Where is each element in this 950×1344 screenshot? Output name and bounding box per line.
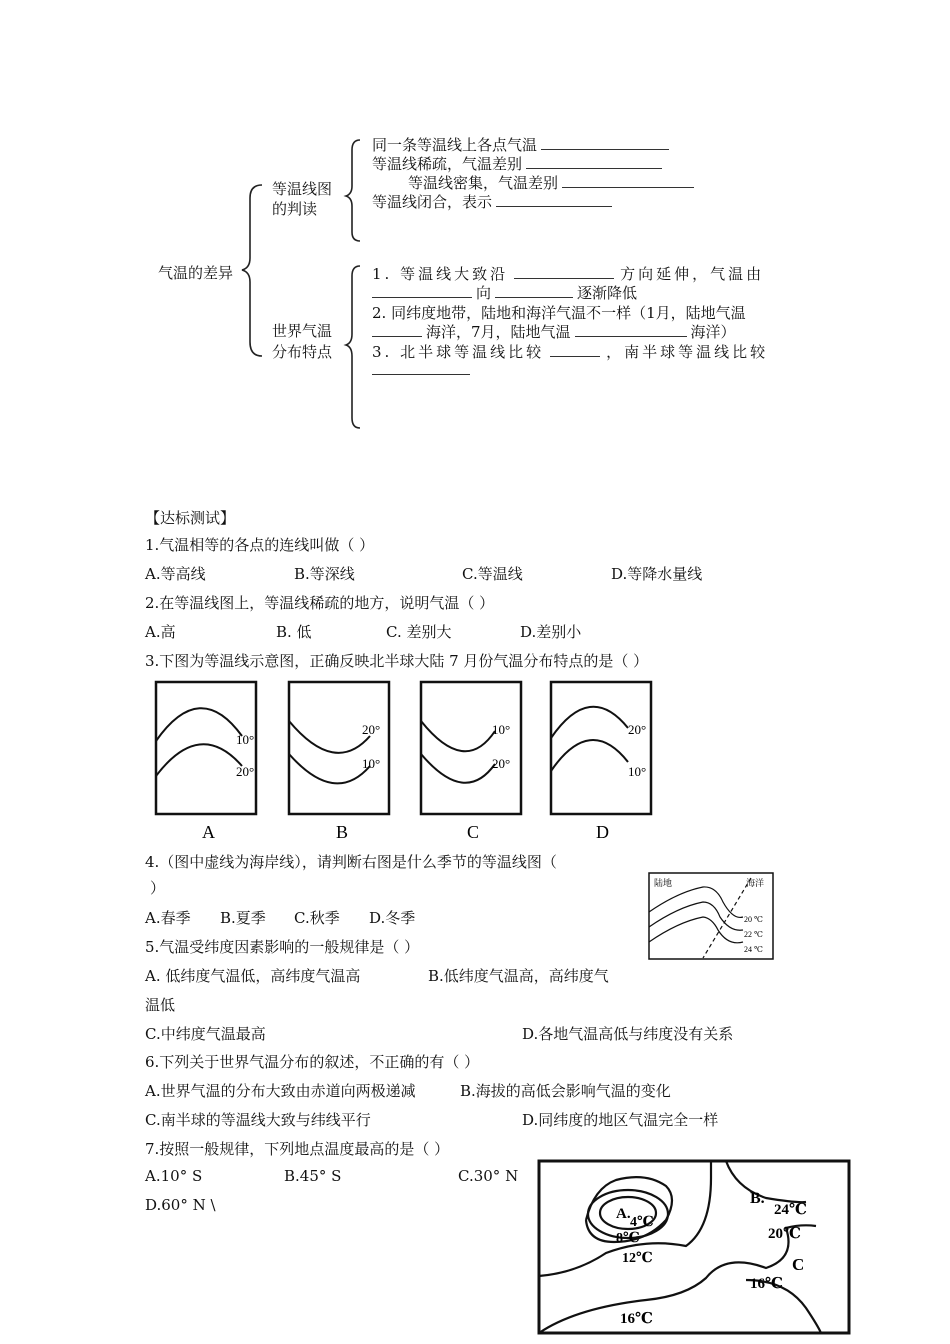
q5-option-b-cont: 温低 — [145, 996, 176, 1014]
svg-text:海洋: 海洋 — [746, 878, 765, 888]
q4-stem-cont: ） — [150, 879, 166, 897]
q4-option-c: C.秋季 — [294, 909, 340, 927]
q7-option-a: A.10° S — [145, 1167, 203, 1185]
outline-root: 气温的差异 — [158, 264, 234, 282]
b2-item2: 2. 同纬度地带，陆地和海洋气温不一样（1月，陆地气温 — [372, 304, 746, 322]
svg-text:B: B — [336, 822, 349, 842]
svg-text:A.: A. — [616, 1206, 631, 1222]
svg-text:10°: 10° — [362, 756, 381, 771]
q5-option-d: D.各地气温高低与纬度没有关系 — [522, 1025, 734, 1043]
q7-option-c: C.30° N — [458, 1167, 519, 1185]
test-heading: 【达标测试】 — [145, 509, 236, 527]
svg-text:10°: 10° — [236, 732, 255, 747]
q3-stem: 3.下图为等温线示意图，正确反映北半球大陆 7 月份气温分布特点的是（ ） — [145, 652, 649, 670]
b1-item4: 等温线闭合，表示 — [372, 191, 612, 212]
q7-figure — [536, 1158, 852, 1336]
q5-option-b: B.低纬度气温高，高纬度气 — [428, 967, 609, 985]
q2-stem: 2.在等温线图上，等温线稀疏的地方，说明气温（ ） — [145, 594, 495, 612]
q7-option-d: D.60° N \ — [145, 1196, 216, 1214]
q1-option-d: D.等降水量线 — [611, 565, 703, 583]
svg-text:A: A — [202, 822, 215, 842]
b2-item2-cont: 海洋，7月，陆地气温 海洋） — [372, 321, 736, 342]
q2-option-d: D.差别小 — [520, 623, 582, 641]
svg-text:20°: 20° — [628, 722, 647, 737]
q2-option-a: A.高 — [145, 623, 176, 641]
q4-figure — [648, 872, 774, 960]
b1-item2: 等温线稀疏，气温差别 — [372, 153, 662, 174]
q4-option-b: B.夏季 — [220, 909, 266, 927]
q7-option-b: B.45° S — [284, 1167, 342, 1185]
svg-text:20 ℃: 20 ℃ — [744, 915, 763, 924]
svg-text:C: C — [792, 1255, 805, 1274]
b1-item3: 等温线密集，气温差别 — [408, 172, 694, 193]
svg-text:22 ℃: 22 ℃ — [744, 930, 763, 939]
q3-diagram-d — [551, 682, 651, 842]
q1-option-c: C.等温线 — [462, 565, 523, 583]
q2-option-b: B. 低 — [276, 623, 312, 641]
branch1-line1: 等温线图 — [272, 180, 333, 198]
q6-option-c: C.南半球的等温线大致与纬线平行 — [145, 1111, 371, 1129]
branch2-line2: 分布特点 — [272, 343, 333, 361]
b2-item1: 1. 等温线大致沿 方向延伸，气温由 — [372, 265, 765, 283]
q4-option-d: D.冬季 — [369, 909, 416, 927]
q3-diagram-b — [289, 682, 389, 842]
b2-item1-cont: 向 逐渐降低 — [372, 282, 637, 303]
q5-stem: 5.气温受纬度因素影响的一般规律是（ ） — [145, 938, 420, 956]
q1-option-a: A.等高线 — [145, 565, 206, 583]
b1-item1: 同一条等温线上各点气温 — [372, 134, 669, 155]
svg-text:D: D — [596, 822, 609, 842]
svg-text:20°: 20° — [362, 722, 381, 737]
svg-text:B.: B. — [750, 1190, 765, 1207]
svg-text:16℃: 16℃ — [620, 1311, 653, 1327]
q6-option-b: B.海拔的高低会影响气温的变化 — [460, 1082, 671, 1100]
b2-item3-cont — [372, 360, 470, 379]
q2-option-c: C. 差别大 — [386, 623, 452, 641]
svg-text:C: C — [467, 822, 480, 842]
q3-figure — [150, 676, 670, 846]
q1-stem: 1.气温相等的各点的连线叫做（ ） — [145, 536, 375, 554]
outline-braces — [0, 0, 950, 440]
q3-diagram-a — [156, 682, 256, 842]
svg-text:20°: 20° — [236, 764, 255, 779]
branch1-line2: 的判读 — [272, 200, 318, 218]
svg-text:4℃: 4℃ — [630, 1215, 654, 1230]
branch2-line1: 世界气温 — [272, 322, 333, 340]
q7-stem: 7.按照一般规律，下列地点温度最高的是（ ） — [145, 1140, 450, 1158]
svg-text:10°: 10° — [492, 722, 511, 737]
q4-stem: 4.（图中虚线为海岸线），请判断右图是什么季节的等温线图（ — [145, 853, 557, 871]
q5-option-c: C.中纬度气温最高 — [145, 1025, 266, 1043]
svg-text:20℃: 20℃ — [768, 1226, 801, 1242]
svg-text:12℃: 12℃ — [622, 1251, 653, 1266]
svg-text:16℃: 16℃ — [750, 1276, 783, 1292]
svg-text:24 ℃: 24 ℃ — [744, 945, 763, 954]
svg-text:24℃: 24℃ — [774, 1202, 807, 1218]
svg-text:20°: 20° — [492, 756, 511, 771]
q4-option-a: A.春季 — [145, 909, 191, 927]
svg-text:8℃: 8℃ — [616, 1231, 640, 1246]
q1-option-b: B.等深线 — [294, 565, 355, 583]
q5-option-a: A. 低纬度气温低，高纬度气温高 — [145, 967, 361, 985]
svg-text:陆地: 陆地 — [654, 878, 673, 888]
q6-option-d: D.同纬度的地区气温完全一样 — [522, 1111, 719, 1129]
q3-diagram-c — [421, 682, 521, 842]
b2-item3: 3. 北半球等温线比较 ，南半球等温线比较 — [372, 343, 769, 361]
q6-option-a: A.世界气温的分布大致由赤道向两极递减 — [145, 1082, 416, 1100]
svg-text:10°: 10° — [628, 764, 647, 779]
q6-stem: 6.下列关于世界气温分布的叙述，不正确的有（ ） — [145, 1053, 480, 1071]
